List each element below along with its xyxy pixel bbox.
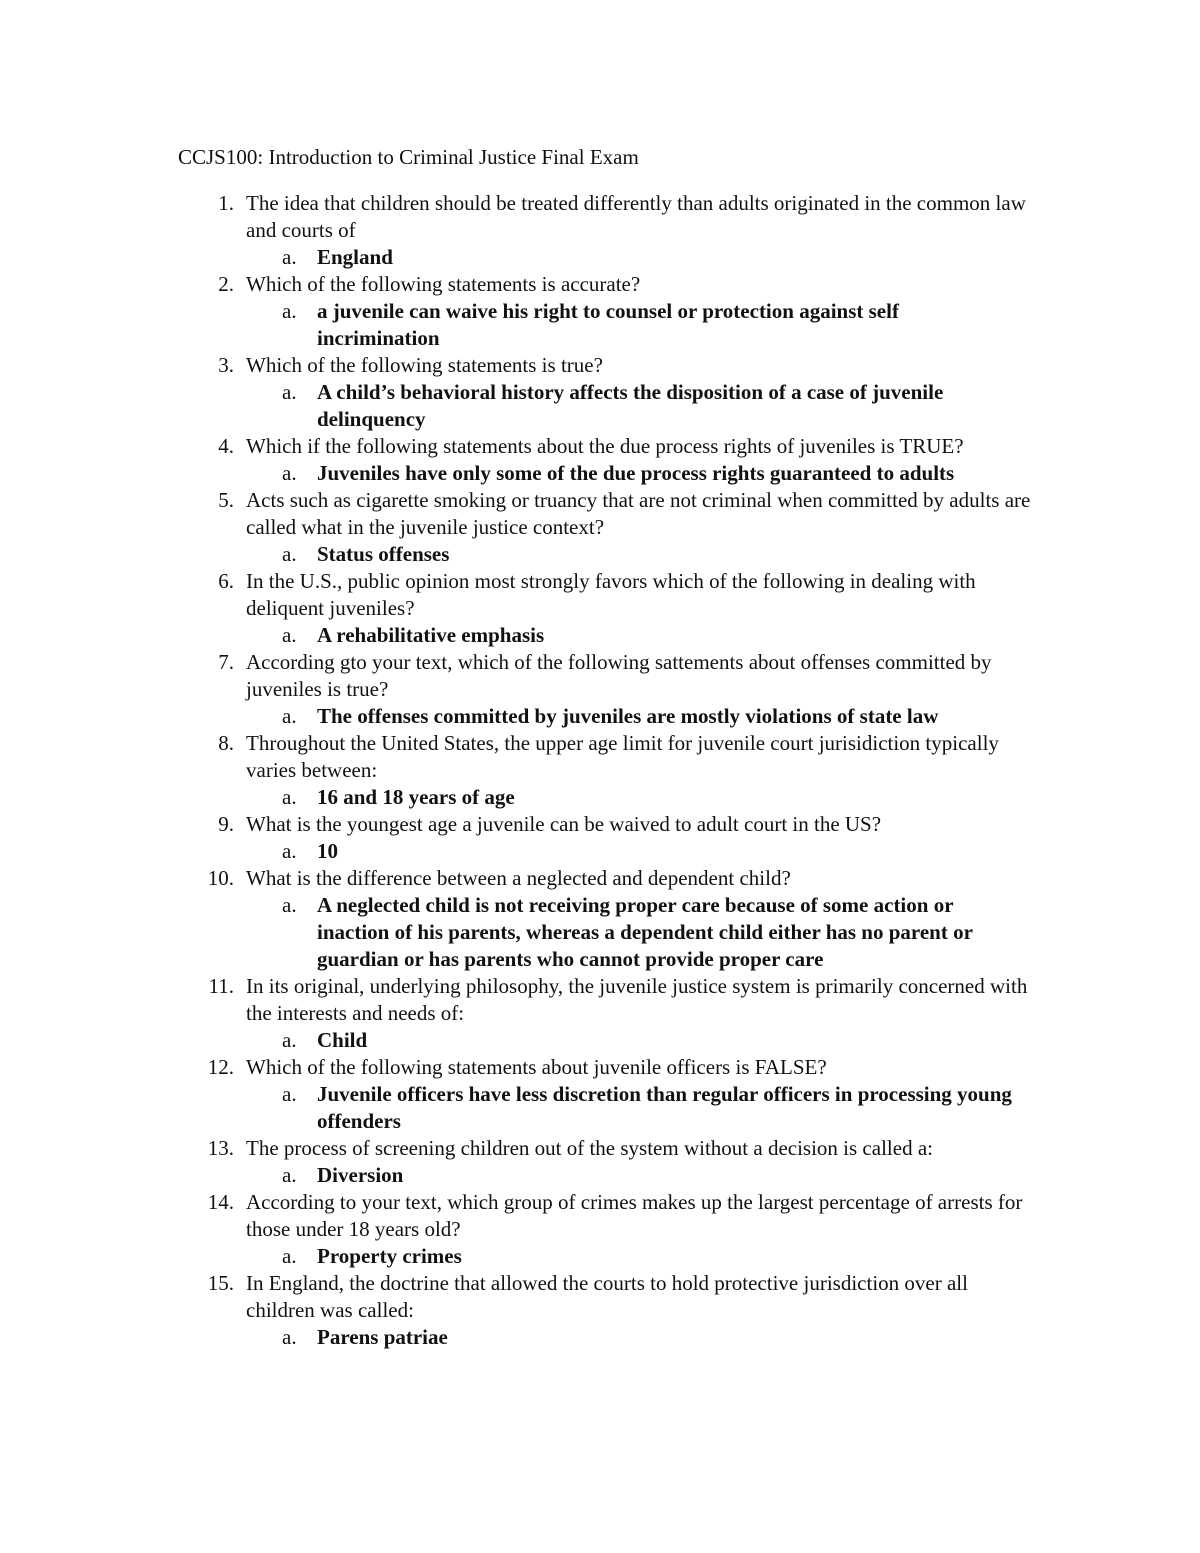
question-number: 5.: [218, 488, 234, 512]
question-item: [0, 568, 1200, 649]
answer-letter: a.: [282, 623, 297, 647]
question-number: 14.: [207, 1190, 234, 1214]
question-text: Acts such as cigarette smoking or truancy that are not criminal when committed by adults are called what in the juvenile justice context?: [246, 488, 1031, 539]
answer-item: [0, 460, 1200, 487]
question-number: 12.: [207, 1055, 234, 1079]
answer-item: [0, 1081, 1200, 1135]
answer-text: Juvenile officers have less discretion than regular officers in processing young offenders: [317, 1082, 1012, 1133]
answer-item: [0, 244, 1200, 271]
answer-letter: a.: [282, 1028, 297, 1052]
question-number: 10.: [207, 866, 234, 890]
answer-item: [0, 541, 1200, 568]
answer-item: [0, 622, 1200, 649]
answer-text: Property crimes: [317, 1244, 462, 1268]
answer-item: [0, 784, 1200, 811]
answer-letter: a.: [282, 1244, 297, 1268]
question-number: 11.: [208, 974, 234, 998]
question-text: What is the difference between a neglected and dependent child?: [246, 866, 791, 890]
question-number: 2.: [218, 272, 234, 296]
question-item: [0, 1135, 1200, 1189]
question-text: The idea that children should be treated differently than adults originated in the common law and courts of: [246, 191, 1026, 242]
answer-letter: a.: [282, 461, 297, 485]
question-item: [0, 811, 1200, 865]
question-item: [0, 973, 1200, 1054]
question-item: [0, 487, 1200, 568]
answer-text: Diversion: [317, 1163, 404, 1187]
question-text: Which of the following statements about juvenile officers is FALSE?: [246, 1055, 827, 1079]
question-item: [0, 865, 1200, 973]
question-list: [0, 190, 1200, 1351]
question-item: [0, 649, 1200, 730]
answer-letter: a.: [282, 839, 297, 863]
answer-letter: a.: [282, 380, 297, 404]
answer-text: A neglected child is not receiving proper care because of some action or inaction of his parents, whereas a dependent child either has no parent or guardian or has parents who cannot provide proper care: [317, 893, 973, 971]
answer-item: [0, 838, 1200, 865]
question-text: In its original, underlying philosophy, the juvenile justice system is primarily concerned with the interests and needs of:: [246, 974, 1028, 1025]
answer-letter: a.: [282, 542, 297, 566]
question-item: [0, 1189, 1200, 1270]
question-text: In the U.S., public opinion most strongly favors which of the following in dealing with deliquent juveniles?: [246, 569, 976, 620]
question-number: 13.: [207, 1136, 234, 1160]
answer-text: a juvenile can waive his right to counsel or protection against self incrimination: [317, 299, 899, 350]
question-text: Which of the following statements is accurate?: [246, 272, 641, 296]
question-item: [0, 1270, 1200, 1351]
question-number: 15.: [207, 1271, 234, 1295]
answer-item: [0, 1027, 1200, 1054]
answer-text: Juveniles have only some of the due process rights guaranteed to adults: [317, 461, 955, 485]
question-number: 9.: [218, 812, 234, 836]
answer-text: Status offenses: [317, 542, 450, 566]
answer-item: [0, 703, 1200, 730]
question-item: [0, 1054, 1200, 1135]
question-number: 4.: [218, 434, 234, 458]
answer-text: A child’s behavioral history affects the disposition of a case of juvenile delinquency: [317, 380, 944, 431]
answer-item: [0, 1243, 1200, 1270]
question-text: Throughout the United States, the upper age limit for juvenile court jurisidiction typically varies between:: [246, 731, 999, 782]
question-number: 1.: [218, 191, 234, 215]
question-number: 8.: [218, 731, 234, 755]
question-text: What is the youngest age a juvenile can be waived to adult court in the US?: [246, 812, 882, 836]
answer-text: 16 and 18 years of age: [317, 785, 515, 809]
question-number: 6.: [218, 569, 234, 593]
question-text: In England, the doctrine that allowed the courts to hold protective jurisdiction over all children was called:: [246, 1271, 968, 1322]
answer-letter: a.: [282, 785, 297, 809]
answer-item: [0, 1324, 1200, 1351]
question-item: [0, 433, 1200, 487]
answer-letter: a.: [282, 1325, 297, 1349]
answer-text: A rehabilitative emphasis: [317, 623, 545, 647]
answer-item: [0, 379, 1200, 433]
question-number: 3.: [218, 353, 234, 377]
answer-letter: a.: [282, 245, 297, 269]
answer-letter: a.: [282, 299, 297, 323]
question-text: According gto your text, which of the following sattements about offenses committed by juveniles is true?: [246, 650, 992, 701]
answer-item: [0, 298, 1200, 352]
question-item: [0, 271, 1200, 352]
answer-item: [0, 892, 1200, 973]
answer-text: The offenses committed by juveniles are mostly violations of state law: [317, 704, 939, 728]
answer-letter: a.: [282, 1163, 297, 1187]
question-text: According to your text, which group of crimes makes up the largest percentage of arrests for those under 18 years old?: [246, 1190, 1023, 1241]
answer-letter: a.: [282, 704, 297, 728]
question-item: [0, 352, 1200, 433]
question-item: [0, 190, 1200, 271]
answer-text: England: [317, 245, 393, 269]
question-text: The process of screening children out of the system without a decision is called a:: [246, 1136, 933, 1160]
answer-text: Parens patriae: [317, 1325, 448, 1349]
question-text: Which if the following statements about the due process rights of juveniles is TRUE?: [246, 434, 964, 458]
answer-item: [0, 1162, 1200, 1189]
question-number: 7.: [218, 650, 234, 674]
answer-letter: a.: [282, 1082, 297, 1106]
answer-text: Child: [317, 1028, 368, 1052]
question-text: Which of the following statements is true?: [246, 353, 603, 377]
answer-letter: a.: [282, 893, 297, 917]
question-item: [0, 730, 1200, 811]
answer-text: 10: [317, 839, 338, 863]
document-title: CCJS100: Introduction to Criminal Justice Final Exam: [178, 145, 639, 169]
